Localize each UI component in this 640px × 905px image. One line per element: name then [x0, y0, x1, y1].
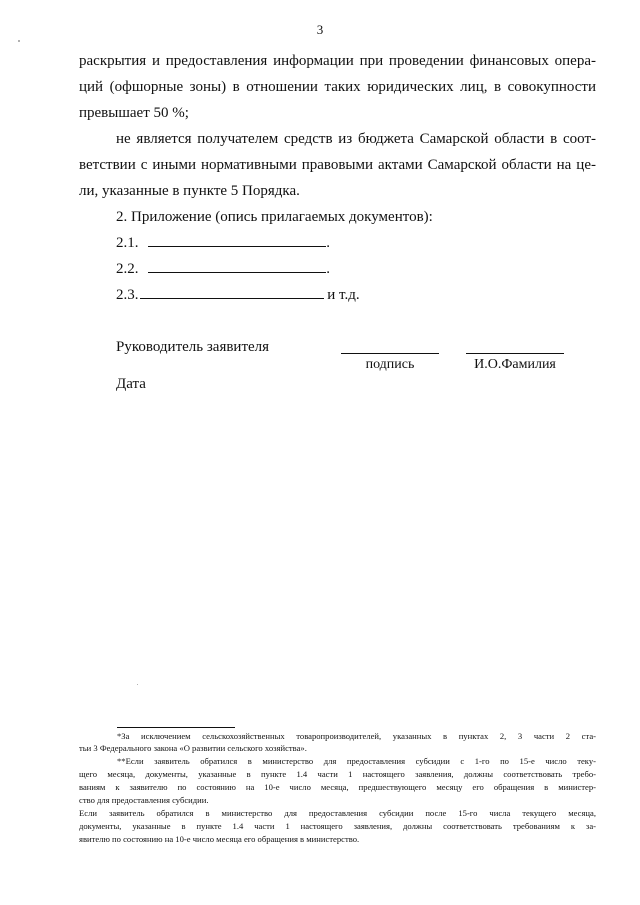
name-line — [466, 353, 564, 354]
scan-speck — [18, 40, 20, 42]
appendix-item-tail: и т.д. — [327, 287, 360, 303]
appendix-blank-line — [140, 287, 324, 299]
appendix-item — [116, 261, 330, 278]
appendix-item-label: 2.3. — [116, 287, 139, 303]
footnote-2-line: **Если заявитель обратился в министерство для предоставления субсидии с 1-го по 15-е число теку- — [117, 756, 596, 766]
signature-label: подпись — [365, 357, 415, 372]
appendix-item-label: 2.2. — [116, 261, 139, 277]
footnote-2-line: ство для предоставления субсидии. — [79, 795, 209, 805]
footnote-3-line: Если заявитель обратился в министерство для предоставления субсидии после 15-го числа текущего месяца, — [79, 808, 596, 818]
para2-line2: ветствии с иными нормативными правовыми актами Самарской области на це- — [79, 157, 596, 173]
para1-line1: раскрытия и предоставления информации при проведении финансовых опера- — [79, 53, 596, 69]
footnote-separator — [117, 727, 235, 728]
para2-line3: ли, указанные в пункте 5 Порядка. — [79, 183, 300, 199]
footnote-2-line: щего месяца, документы, указанные в пункте 1.4 части 1 настоящего заявления, должны соответствовать требо- — [79, 769, 596, 779]
appendix-item-label: 2.1. — [116, 235, 139, 251]
para1-line2: ций (офшорные зоны) в отношении таких юридических лиц, в совокупности — [79, 79, 596, 95]
appendix-heading: 2. Приложение (опись прилагаемых документов): — [116, 209, 433, 225]
name-label: И.О.Фамилия — [474, 357, 556, 372]
footnote-2-line: ваниям к заявителю по состоянию на 10-е число месяца, предшествующего месяцу его обращения в министер- — [79, 782, 596, 792]
para2-line1: не является получателем средств из бюджета Самарской области в соот- — [116, 131, 596, 147]
head-of-applicant-label: Руководитель заявителя — [116, 339, 270, 355]
appendix-item-tail: . — [326, 261, 330, 277]
footnote-3-line: явителю по состоянию на 10-е число месяца его обращения в министерство. — [79, 834, 360, 844]
date-label: Дата — [116, 376, 146, 392]
appendix-item — [116, 287, 360, 304]
footnote-1-line: тьи 3 Федерального закона «О развитии сельского хозяйства». — [79, 743, 307, 753]
appendix-blank-line — [148, 235, 326, 247]
para1-line3: превышает 50 %; — [79, 105, 189, 121]
appendix-item-tail: . — [326, 235, 330, 251]
appendix-item — [116, 235, 330, 252]
signature-line — [341, 353, 439, 354]
footnote-1-line: *За исключением сельскохозяйственных товаропроизводителей, указанных в пунктах 2, 3 части 2 ста- — [117, 731, 596, 741]
appendix-blank-line — [148, 261, 326, 273]
scan-speck — [137, 684, 138, 685]
footnote-3-line: документы, указанные в пункте 1.4 части 1 настоящего заявления, должны соответствовать требованиям к за- — [79, 821, 596, 831]
page-number: 3 — [316, 22, 324, 37]
